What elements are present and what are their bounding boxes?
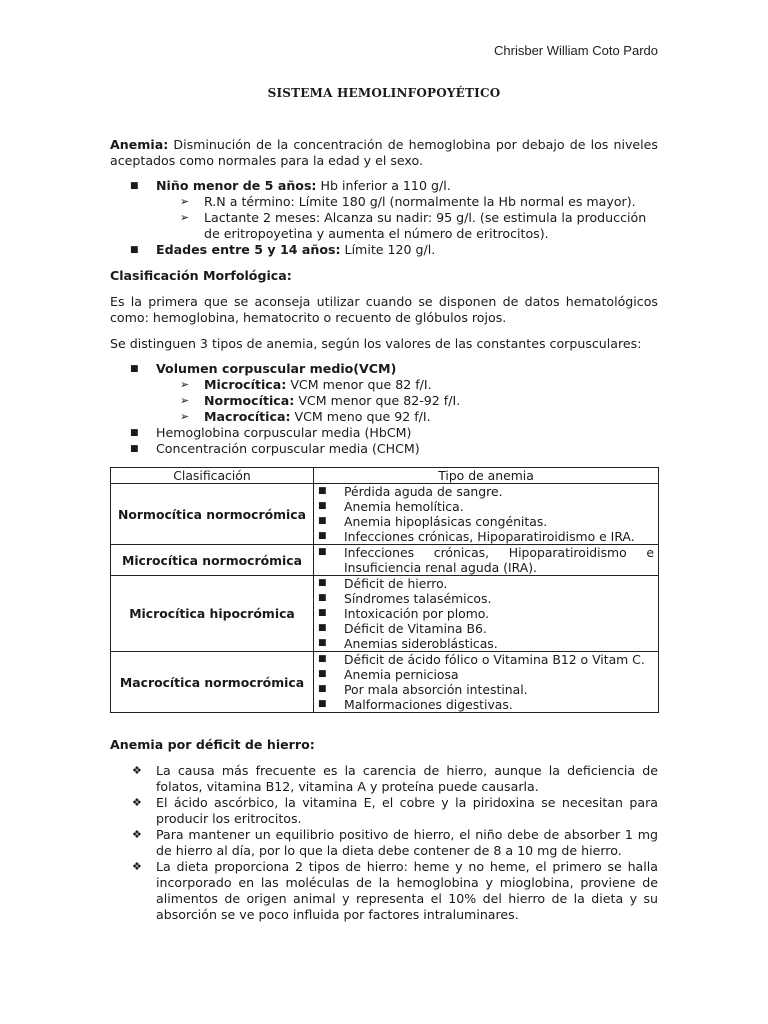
hierro-point [110, 763, 658, 795]
tipo-text: Anemia hipoplásicas congénitas. [344, 514, 548, 529]
constantes-list [110, 361, 658, 457]
arrow-bullet-icon: ➢ [180, 394, 190, 407]
tipo-text: Síndromes talasémicos. [344, 591, 492, 606]
table-header-cell: Clasificación [111, 468, 314, 484]
anemia-definition-text: Disminución de la concentración de hemoglobina por debajo de los niveles aceptados como normales para la edad y el sexo. [110, 137, 658, 168]
hierro-point [110, 827, 658, 859]
tipo-text: Anemias sideroblásticas. [344, 636, 498, 651]
tipo-item [318, 636, 654, 651]
square-bullet-icon: ■ [318, 486, 327, 496]
square-bullet-icon: ■ [318, 699, 327, 709]
author-name: Chrisber William Coto Pardo [494, 43, 658, 58]
tipos-cell [314, 576, 659, 652]
diamond-bullet-icon: ❖ [132, 860, 142, 873]
tipo-text: Déficit de hierro. [344, 576, 448, 591]
square-bullet-icon: ■ [130, 181, 139, 191]
morfologica-paragraph-1: Es la primera que se aconseja utilizar cuando se disponen de datos hematológicos como: hemoglobina, hematocrito o recuento de glóbulos rojos. [110, 294, 658, 325]
vcm-label: Volumen corpuscular medio(VCM) [156, 361, 397, 376]
tipo-text: Déficit de ácido fólico o Vitamina B12 o Vitam C. [344, 652, 645, 667]
tipo-item [318, 529, 654, 544]
arrow-bullet-icon: ➢ [180, 211, 190, 224]
vcm-sub-label: Microcítica: [204, 377, 287, 392]
tipo-text: Anemia hemolítica. [344, 499, 464, 514]
child-sub-text: R.N a término: Límite 180 g/l (normalmente la Hb normal es mayor). [204, 194, 636, 209]
tipo-item [318, 667, 654, 682]
diamond-bullet-icon: ❖ [132, 764, 142, 777]
tipo-text: Por mala absorción intestinal. [344, 682, 528, 697]
vcm-sub-item [110, 377, 658, 393]
hierro-point [110, 859, 658, 923]
table-row [111, 576, 659, 652]
vcm-sub-item [110, 393, 658, 409]
vcm-sub-text: VCM menor que 82-92 f/I. [298, 393, 461, 408]
arrow-bullet-icon: ➢ [180, 410, 190, 423]
square-bullet-icon: ■ [318, 608, 327, 618]
vcm-sub-label: Macrocítica: [204, 409, 291, 424]
tipo-item [318, 682, 654, 697]
tipo-item [318, 484, 654, 499]
hierro-point-text: La causa más frecuente es la carencia de hierro, aunque la deficiencia de folatos, vitamina B12, vitamina A y proteína puede causarla. [156, 763, 658, 794]
table-row [111, 484, 659, 545]
square-bullet-icon: ■ [318, 654, 327, 664]
child-sub-item [110, 194, 658, 210]
age-criterion-text: Hb inferior a 110 g/l. [320, 178, 451, 193]
tipo-text: Anemia perniciosa [344, 667, 459, 682]
square-bullet-icon: ■ [130, 444, 139, 454]
diamond-bullet-icon: ❖ [132, 828, 142, 841]
chcm-item [110, 441, 658, 457]
chcm-text: Concentración corpuscular media (CHCM) [156, 441, 420, 456]
vcm-sub-text: VCM menor que 82 f/I. [290, 377, 432, 392]
hierro-point-text: Para mantener un equilibrio positivo de hierro, el niño debe de absorber 1 mg de hierro al día, por lo que la dieta debe contener de 8 a 10 mg de hierro. [156, 827, 658, 858]
morfologica-paragraph-2: Se distinguen 3 tipos de anemia, según los valores de las constantes corpusculares: [110, 336, 642, 351]
tipo-text: Pérdida aguda de sangre. [344, 484, 503, 499]
vcm-item [110, 361, 658, 377]
tipo-text: Déficit de Vitamina B6. [344, 621, 487, 636]
document-body [110, 137, 658, 923]
tipo-item [318, 621, 654, 636]
anemia-term: Anemia: [110, 137, 169, 152]
hierro-title: Anemia por déficit de hierro: [110, 737, 315, 752]
hierro-point-text: El ácido ascórbico, la vitamina E, el cobre y la piridoxina se necesitan para producir los eritrocitos. [156, 795, 658, 826]
table-row [111, 545, 659, 576]
square-bullet-icon: ■ [318, 593, 327, 603]
classification-table [110, 467, 659, 713]
tipo-text: Infecciones crónicas, Hipoparatiroidismo e IRA. [344, 529, 635, 544]
tipo-text: Intoxicación por plomo. [344, 606, 490, 621]
arrow-bullet-icon: ➢ [180, 378, 190, 391]
tipo-item [318, 652, 654, 667]
square-bullet-icon: ■ [130, 364, 139, 374]
square-bullet-icon: ■ [318, 547, 327, 557]
hierro-point-text: La dieta proporciona 2 tipos de hierro: heme y no heme, el primero se halla incorporado en las moléculas de la hemoglobina y mioglobina, proviene de alimentos de origen animal y representa el 10% del hierro de la dieta y su absorción se ve poco influida por factores intraluminares. [156, 859, 658, 922]
tipo-item [318, 591, 654, 606]
hierro-list [110, 763, 658, 923]
clase-cell: Macrocítica normocrómica [111, 652, 314, 713]
tipo-item [318, 499, 654, 514]
tipos-cell [314, 545, 659, 576]
square-bullet-icon: ■ [318, 684, 327, 694]
vcm-sub-item [110, 409, 658, 425]
morfologica-title: Clasificación Morfológica: [110, 268, 292, 283]
square-bullet-icon: ■ [318, 578, 327, 588]
arrow-bullet-icon: ➢ [180, 195, 190, 208]
clase-cell: Microcítica normocrómica [111, 545, 314, 576]
square-bullet-icon: ■ [318, 501, 327, 511]
clase-cell: Microcítica hipocrómica [111, 576, 314, 652]
age-criterion-older [110, 242, 658, 258]
tipo-text: Infecciones crónicas, Hipoparatiroidismo e Insuficiencia renal aguda (IRA). [344, 545, 654, 575]
tipo-text: Malformaciones digestivas. [344, 697, 513, 712]
square-bullet-icon: ■ [130, 428, 139, 438]
tipo-item [318, 576, 654, 591]
child-sub-text: Lactante 2 meses: Alcanza su nadir: 95 g/l. (se estimula la producción de eritropoyetina y aumenta el número de eritrocitos). [204, 210, 647, 241]
tipo-item [318, 697, 654, 712]
tipo-item [318, 545, 654, 575]
table-row [111, 652, 659, 713]
square-bullet-icon: ■ [318, 638, 327, 648]
clase-cell: Normocítica normocrómica [111, 484, 314, 545]
age-criterion-child [110, 178, 658, 194]
tipo-item [318, 514, 654, 529]
square-bullet-icon: ■ [318, 531, 327, 541]
square-bullet-icon: ■ [318, 516, 327, 526]
tipo-item [318, 606, 654, 621]
anemia-definition [110, 137, 658, 169]
square-bullet-icon: ■ [130, 245, 139, 255]
child-sub-item [110, 210, 658, 242]
age-criteria-list [110, 178, 658, 258]
age-criterion-text: Límite 120 g/l. [344, 242, 436, 257]
square-bullet-icon: ■ [318, 669, 327, 679]
hierro-point [110, 795, 658, 827]
tipos-cell [314, 484, 659, 545]
age-criterion-label: Niño menor de 5 años: [156, 178, 317, 193]
vcm-sub-text: VCM meno que 92 f/I. [294, 409, 431, 424]
table-header-row [111, 468, 659, 484]
tipos-cell [314, 652, 659, 713]
age-criterion-label: Edades entre 5 y 14 años: [156, 242, 341, 257]
table-header-cell: Tipo de anemia [314, 468, 659, 484]
document-title: SISTEMA HEMOLINFOPOYÉTICO [267, 86, 501, 100]
square-bullet-icon: ■ [318, 623, 327, 633]
hbcm-item [110, 425, 658, 441]
hbcm-text: Hemoglobina corpuscular media (HbCM) [156, 425, 412, 440]
diamond-bullet-icon: ❖ [132, 796, 142, 809]
vcm-sub-label: Normocítica: [204, 393, 295, 408]
